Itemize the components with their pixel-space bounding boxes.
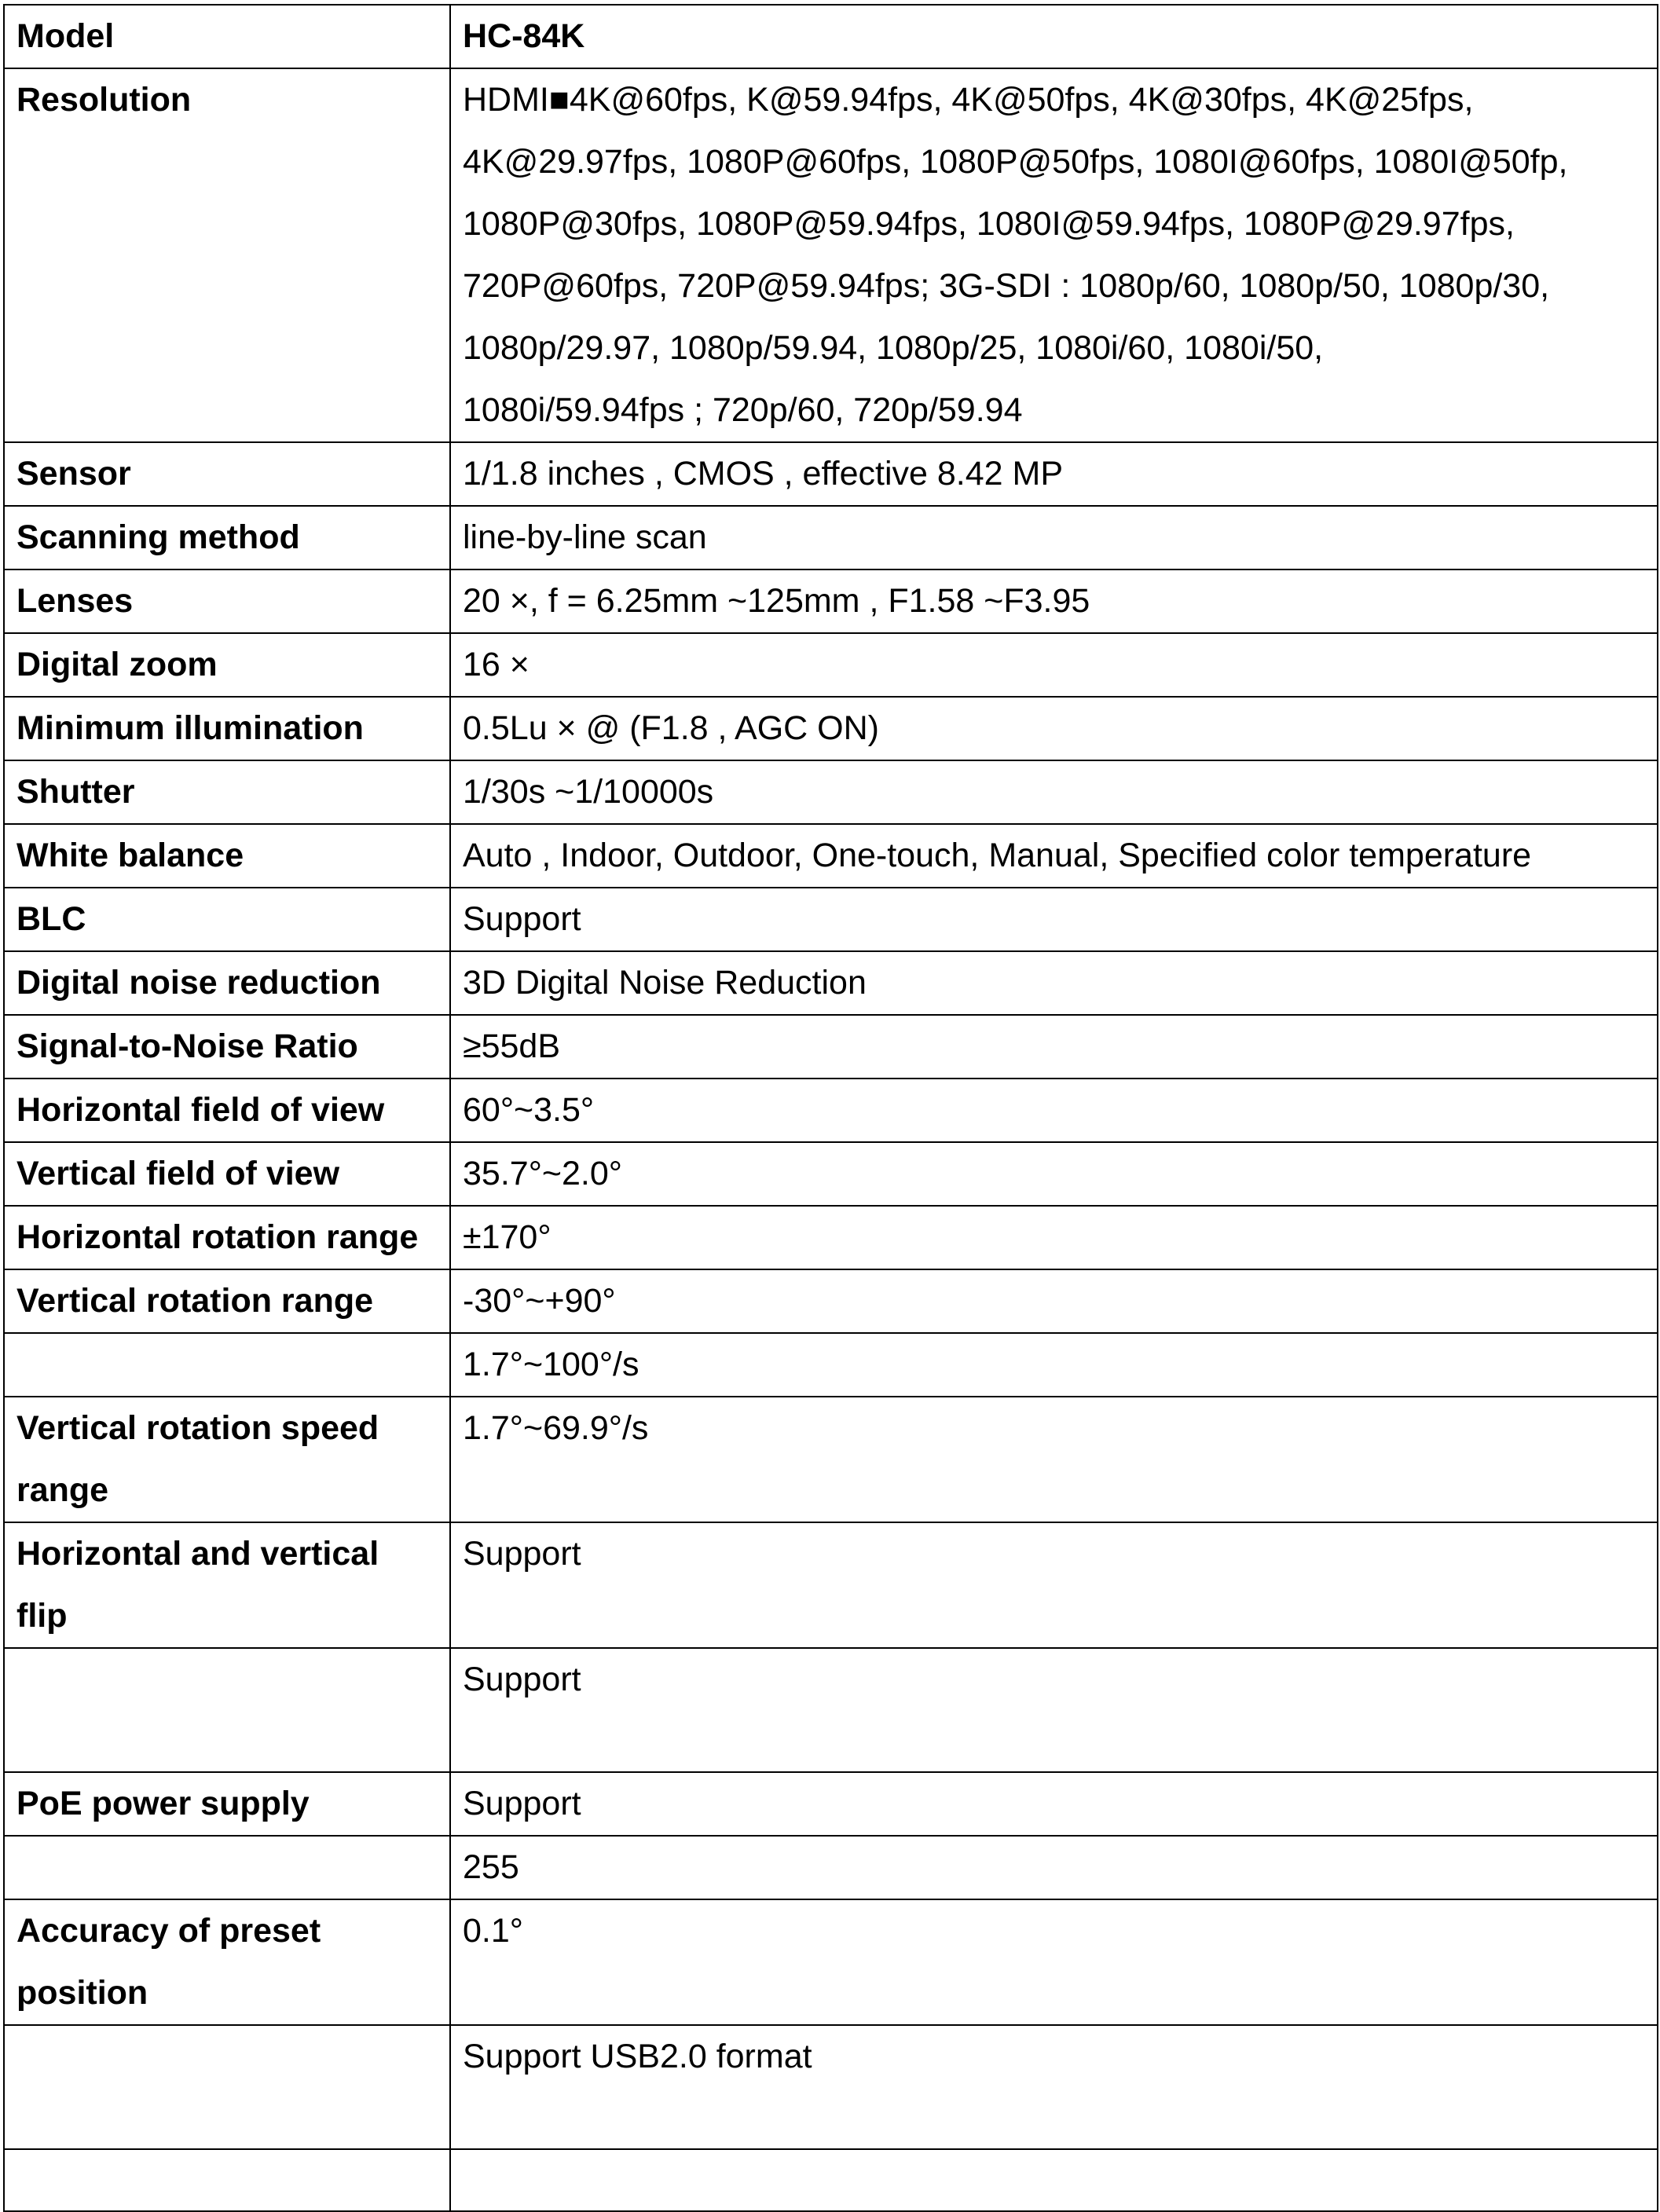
row-label — [4, 2149, 450, 2211]
row-label: BLC — [4, 888, 450, 951]
row-value — [450, 68, 1658, 442]
table-row — [4, 1206, 1658, 1269]
value-line: 4K@29.97fps, 1080P@60fps, 1080P@50fps, 1080I@60fps, 1080I@50fp, — [463, 143, 1568, 181]
row-label: Signal-to-Noise Ratio — [4, 1015, 450, 1079]
row-label: Horizontal field of view — [4, 1079, 450, 1142]
table-row — [4, 5, 1658, 68]
value-line: HDMI■4K@60fps, K@59.94fps, 4K@50fps, 4K@30fps, 4K@25fps, — [463, 81, 1474, 119]
model-label: Model — [4, 5, 450, 68]
row-label: Scanning method — [4, 506, 450, 569]
row-label: Shutter — [4, 760, 450, 824]
row-value: 16 × — [450, 633, 1658, 697]
row-label: PoE power supply — [4, 1772, 450, 1836]
label-line: Accuracy of preset — [16, 1912, 321, 1950]
row-value: 35.7°~2.0° — [450, 1142, 1658, 1206]
table-row — [4, 1015, 1658, 1079]
table-row — [4, 888, 1658, 951]
row-label — [4, 1836, 450, 1899]
row-label — [4, 1333, 450, 1397]
row-value: 1/30s ~1/10000s — [450, 760, 1658, 824]
label-line: flip — [16, 1597, 68, 1635]
row-label: Sensor — [4, 442, 450, 506]
row-value: 3D Digital Noise Reduction — [450, 951, 1658, 1015]
value-line: 1080P@30fps, 1080P@59.94fps, 1080I@59.94fps, 1080P@29.97fps, — [463, 205, 1515, 243]
row-value: 20 ×, f = 6.25mm ~125mm , F1.58 ~F3.95 — [450, 569, 1658, 633]
table-row — [4, 1142, 1658, 1206]
row-value: line-by-line scan — [450, 506, 1658, 569]
row-value: 1.7°~100°/s — [450, 1333, 1658, 1397]
table-row — [4, 68, 1658, 442]
label-line: range — [16, 1471, 109, 1509]
row-label: Minimum illumination — [4, 697, 450, 760]
table-row — [4, 1836, 1658, 1899]
row-label — [4, 1648, 450, 1772]
row-label: Lenses — [4, 569, 450, 633]
row-value: Support — [450, 888, 1658, 951]
row-value — [450, 2149, 1658, 2211]
row-label: White balance — [4, 824, 450, 888]
value-line: 720P@60fps, 720P@59.94fps; 3G-SDI : 1080p/60, 1080p/50, 1080p/30, — [463, 267, 1550, 305]
row-value: -30°~+90° — [450, 1269, 1658, 1333]
row-value: Support — [450, 1522, 1658, 1648]
table-row — [4, 2149, 1658, 2211]
row-label — [4, 2025, 450, 2149]
table-row — [4, 951, 1658, 1015]
model-value: HC-84K — [450, 5, 1658, 68]
row-label: Vertical rotation range — [4, 1269, 450, 1333]
value-line: 1080p/29.97, 1080p/59.94, 1080p/25, 1080i/60, 1080i/50, — [463, 329, 1324, 367]
table-row — [4, 1648, 1658, 1772]
row-label — [4, 1397, 450, 1522]
row-label — [4, 1522, 450, 1648]
row-value: 1/1.8 inches , CMOS , effective 8.42 MP — [450, 442, 1658, 506]
label-line: Vertical rotation speed — [16, 1409, 379, 1447]
table-row — [4, 442, 1658, 506]
row-value: 60°~3.5° — [450, 1079, 1658, 1142]
row-value: 0.1° — [450, 1899, 1658, 2025]
row-value: Auto , Indoor, Outdoor, One-touch, Manual, Specified color temperature — [450, 824, 1658, 888]
spec-table — [3, 4, 1658, 2212]
table-row — [4, 1772, 1658, 1836]
table-row — [4, 1079, 1658, 1142]
row-label: Digital noise reduction — [4, 951, 450, 1015]
row-value: 0.5Lu × @ (F1.8 , AGC ON) — [450, 697, 1658, 760]
label-line: position — [16, 1974, 148, 2012]
row-value: ≥55dB — [450, 1015, 1658, 1079]
table-row — [4, 697, 1658, 760]
row-value: Support — [450, 1648, 1658, 1772]
table-row — [4, 824, 1658, 888]
row-value: Support — [450, 1772, 1658, 1836]
table-row — [4, 760, 1658, 824]
row-label: Digital zoom — [4, 633, 450, 697]
row-label — [4, 1899, 450, 2025]
table-row — [4, 569, 1658, 633]
table-row — [4, 1522, 1658, 1648]
table-row — [4, 1269, 1658, 1333]
row-value: 1.7°~69.9°/s — [450, 1397, 1658, 1522]
table-row — [4, 633, 1658, 697]
table-row — [4, 506, 1658, 569]
table-row — [4, 2025, 1658, 2149]
row-value: Support USB2.0 format — [450, 2025, 1658, 2149]
row-value: 255 — [450, 1836, 1658, 1899]
value-line: 1080i/59.94fps ; 720p/60, 720p/59.94 — [463, 391, 1023, 429]
label-line: Horizontal and vertical — [16, 1535, 379, 1573]
row-label: Vertical field of view — [4, 1142, 450, 1206]
table-row — [4, 1899, 1658, 2025]
row-value: ±170° — [450, 1206, 1658, 1269]
row-label: Resolution — [4, 68, 450, 442]
row-label: Horizontal rotation range — [4, 1206, 450, 1269]
table-row — [4, 1333, 1658, 1397]
table-row — [4, 1397, 1658, 1522]
